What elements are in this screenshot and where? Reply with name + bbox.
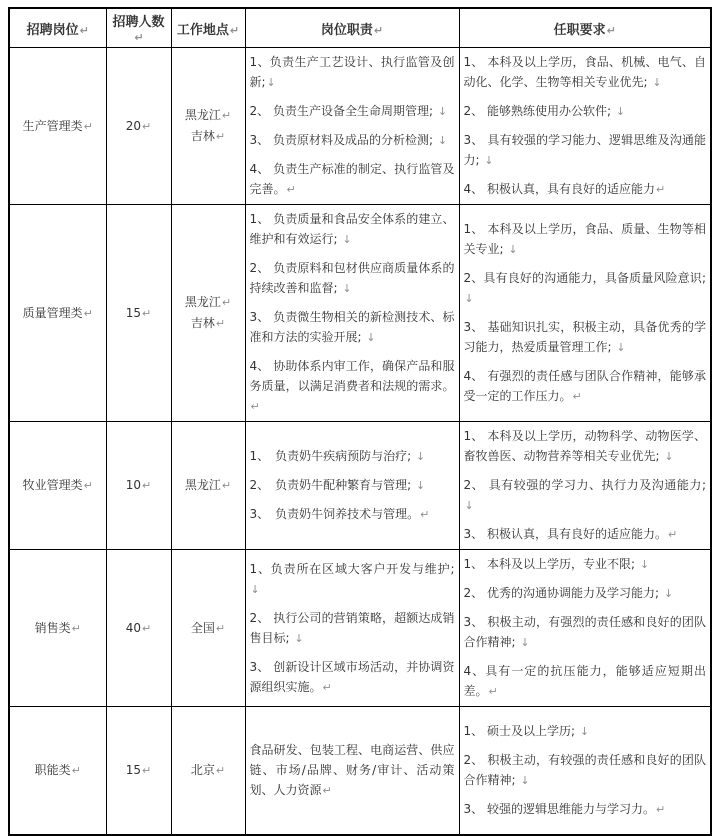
cell-location-text: 黑龙江 [184, 478, 221, 492]
table-row [9, 550, 711, 707]
paragraph-mark: ↵ [488, 685, 498, 698]
cell-position [9, 422, 106, 550]
paragraph-mark: ↵ [142, 621, 152, 635]
col-header-position [9, 8, 106, 48]
cell-position-text: 销售类 [34, 620, 71, 635]
cell-responsibilities-item [250, 209, 455, 250]
cell-location-text: 黑龙江 [184, 295, 221, 309]
cell-responsibilities-item-text: 1、 负责质量和食品安全体系的建立、维护和有效运行; [249, 212, 455, 246]
cell-requirements-item [464, 721, 707, 742]
cell-location-line [176, 292, 241, 313]
cell-responsibilities-item [250, 475, 455, 496]
line-break-mark: ↓ [663, 587, 674, 600]
cell-position-line [14, 475, 102, 496]
cell-requirements-item-text: 4、具有一定的抗压能力，能够适应短期出差。 [463, 664, 706, 698]
cell-count-text: 15 [125, 305, 142, 320]
line-break-mark: ↓ [616, 341, 626, 354]
cell-position [9, 205, 106, 422]
line-break-mark: ↓ [250, 582, 260, 596]
paragraph-mark: ↵ [215, 130, 226, 143]
cell-responsibilities-item-text: 2、 负责生产设备全生命周期管理; [249, 104, 437, 118]
cell-count [106, 550, 171, 707]
paragraph-mark: ↵ [215, 764, 226, 777]
paragraph-mark: ↵ [572, 390, 582, 403]
line-break-mark: ↓ [342, 233, 352, 246]
cell-requirements-item [464, 268, 707, 309]
table-row [9, 205, 711, 422]
cell-responsibilities-item [250, 52, 455, 93]
cell-location-line [176, 760, 241, 781]
cell-responsibilities-item-text: 1、 负责奶牛疾病预防与治疗; [249, 449, 415, 463]
cell-responsibilities [245, 205, 459, 422]
paragraph-mark: ↵ [250, 400, 260, 413]
paragraph-mark: ↵ [215, 621, 226, 635]
cell-location [171, 550, 245, 707]
cell-location-text: 吉林 [190, 316, 215, 330]
paragraph-mark: ↵ [322, 680, 332, 694]
cell-position-line [14, 116, 102, 137]
cell-requirements-item [464, 612, 707, 653]
line-break-mark: ↓ [416, 450, 426, 463]
cell-responsibilities [245, 422, 459, 550]
cell-requirements-item [464, 750, 707, 791]
paragraph-mark: ↵ [655, 803, 666, 816]
cell-position [9, 550, 106, 707]
cell-location [171, 707, 245, 836]
cell-position-text: 质量管理类 [22, 305, 83, 320]
cell-count [106, 707, 171, 836]
cell-responsibilities-item-text: 3、 负责奶牛饲养技术与管理。 [249, 507, 420, 521]
paragraph-mark: ↵ [322, 784, 332, 797]
cell-responsibilities-item [250, 559, 455, 600]
cell-count-text: 10 [125, 478, 142, 492]
paragraph-mark: ↵ [83, 306, 93, 320]
cell-requirements-item [464, 219, 707, 260]
recruitment-table [8, 7, 712, 836]
cell-responsibilities-item [250, 446, 455, 467]
cell-position [9, 48, 106, 205]
cell-count [106, 48, 171, 205]
table-row [9, 48, 711, 205]
cell-responsibilities-item-text: 1、负责所在区域大客户开发与维护; [249, 561, 455, 576]
cell-responsibilities [245, 48, 459, 205]
paragraph-mark: ↵ [221, 109, 232, 122]
cell-count-text: 15 [125, 763, 142, 777]
cell-requirements-item-text: 1、 本科及以上学历，食品、机械、电气、自动化、化学、生物等相关专业优先; [463, 55, 706, 89]
cell-requirements [459, 422, 711, 550]
line-break-mark: ↓ [579, 725, 590, 738]
cell-requirements-item [464, 799, 707, 820]
paragraph-mark: ↵ [142, 764, 152, 777]
cell-count-text: 40 [125, 620, 142, 635]
col-header-position-label: 招聘岗位 [26, 22, 79, 38]
col-header-count-label: 招聘人数 [112, 15, 165, 30]
cell-responsibilities-item-text: 食品研发、包装工程、电商运营、供应链、市场/品牌、财务/审计、活动策划、人力资源 [249, 743, 455, 797]
line-break-mark: ↓ [520, 774, 530, 787]
cell-requirements-item-text: 3、 具有较强的学习能力、逻辑思维及沟通能力; [463, 133, 706, 167]
paragraph-mark: ↵ [221, 479, 232, 492]
cell-responsibilities [245, 707, 459, 836]
cell-responsibilities-item-text: 3、 负责微生物相关的新检测技术、标准和方法的实验开展; [249, 310, 455, 344]
line-break-mark: ↓ [664, 450, 674, 463]
cell-position-line [14, 618, 102, 639]
line-break-mark: ↓ [437, 134, 448, 147]
paragraph-mark: ↵ [79, 23, 89, 37]
cell-requirements-item [464, 52, 707, 93]
cell-requirements-item-text: 2、 具有较强的学习力、执行力及沟通能力; [463, 478, 706, 492]
cell-location [171, 422, 245, 550]
paragraph-mark: ↵ [229, 23, 240, 37]
line-break-mark: ↓ [464, 292, 474, 305]
cell-responsibilities-item-text: 1、负责生产工艺设计、执行监管及创新; [249, 55, 455, 89]
cell-responsibilities-item [250, 101, 455, 122]
cell-count-line [111, 618, 167, 639]
col-header-responsibilities-label: 岗位职责 [320, 22, 373, 38]
cell-requirements [459, 550, 711, 707]
cell-location-line [176, 313, 241, 334]
cell-requirements-item-text: 1、 本科及以上学历，专业不限; [463, 557, 639, 571]
cell-responsibilities-item [250, 657, 455, 698]
line-break-mark: ↓ [652, 76, 662, 89]
line-break-mark: ↓ [437, 105, 448, 118]
cell-responsibilities-item-text: 2、 执行公司的营销策略，超额达成销售目标; [249, 610, 455, 645]
cell-requirements-item-text: 3、 基础知识扎实，积极主动，具备优秀的学习能力，热爱质量管理工作; [463, 320, 706, 354]
cell-requirements-item-text: 3、 积极认真，具有良好的适应能力。 [463, 527, 667, 541]
cell-responsibilities-item [250, 356, 455, 417]
cell-count [106, 205, 171, 422]
cell-responsibilities-item [250, 258, 455, 299]
cell-requirements-item [464, 366, 707, 407]
cell-requirements [459, 205, 711, 422]
cell-count-text: 20 [125, 118, 142, 133]
col-header-responsibilities [245, 8, 459, 48]
col-header-location [171, 8, 245, 48]
paragraph-mark: ↵ [420, 508, 430, 521]
paragraph-mark: ↵ [134, 31, 144, 44]
cell-requirements-item-text: 2、 优秀的沟通协调能力及学习能力; [463, 586, 663, 600]
cell-responsibilities-item [250, 130, 455, 151]
cell-position-text: 牧业管理类 [22, 478, 83, 492]
cell-responsibilities-item-text: 2、 负责奶牛配种繁育与管理; [249, 478, 415, 492]
col-header-requirements [459, 8, 711, 48]
col-header-requirements-label: 任职要求 [553, 22, 606, 38]
cell-requirements-item-text: 1、 本科及以上学历，动物科学、动物医学、畜牧兽医、动物营养等相关专业优先; [463, 429, 706, 463]
line-break-mark: ↓ [294, 631, 304, 645]
cell-count-line [111, 303, 167, 324]
paragraph-mark: ↵ [142, 119, 152, 133]
table-row [9, 422, 711, 550]
cell-location-line [176, 475, 241, 496]
cell-requirements [459, 707, 711, 836]
cell-requirements-item [464, 524, 707, 545]
table-row [9, 707, 711, 836]
cell-requirements-item-text: 1、 硕士及以上学历; [463, 724, 579, 738]
cell-requirements-item [464, 554, 707, 575]
cell-requirements-item-text: 3、 积极主动，有强烈的责任感和良好的团队合作精神; [463, 615, 706, 649]
cell-location-line [176, 105, 241, 126]
cell-requirements-item [464, 661, 707, 702]
cell-requirements-item-text: 2、 积极主动，有较强的责任感和良好的团队合作精神; [463, 753, 706, 787]
line-break-mark: ↓ [342, 282, 352, 295]
paragraph-mark: ↵ [142, 479, 152, 492]
line-break-mark: ↓ [416, 479, 426, 492]
cell-requirements-item [464, 179, 707, 200]
header-row [9, 8, 711, 48]
col-header-location-label: 工作地点 [176, 22, 229, 38]
line-break-mark: ↓ [615, 105, 626, 118]
cell-requirements-item-text: 4、 积极认真，具有良好的适应能力 [463, 182, 655, 196]
cell-position-text: 生产管理类 [22, 118, 83, 133]
cell-location-line [176, 126, 241, 147]
cell-requirements-item-text: 2、具有良好的沟通能力，具备质量风险意识; [463, 271, 706, 285]
cell-responsibilities-item [250, 504, 455, 525]
cell-requirements-item [464, 101, 707, 122]
cell-location-text: 黑龙江 [184, 108, 221, 122]
paragraph-mark: ↵ [71, 621, 81, 635]
cell-requirements-item-text: 1、 本科及以上学历，食品、质量、生物等相关专业; [463, 222, 706, 256]
cell-location [171, 48, 245, 205]
paragraph-mark: ↵ [215, 317, 226, 330]
cell-count-line [111, 760, 167, 781]
line-break-mark: ↓ [520, 636, 530, 649]
cell-count-line [111, 475, 167, 496]
paragraph-mark: ↵ [142, 306, 152, 320]
cell-responsibilities-item-text: 3、 负责原材料及成品的分析检测; [249, 133, 437, 147]
line-break-mark: ↓ [484, 154, 494, 167]
cell-responsibilities-item-text: 3、 创新设计区域市场活动，并协调资源组织实施。 [249, 659, 455, 694]
cell-position-line [14, 760, 102, 781]
cell-location-text: 北京 [190, 763, 215, 777]
cell-position-line [14, 303, 102, 324]
paragraph-mark: ↵ [667, 528, 678, 541]
cell-responsibilities [245, 550, 459, 707]
cell-requirements-item [464, 583, 707, 604]
cell-count [106, 422, 171, 550]
cell-location-text: 全国 [190, 620, 215, 635]
paragraph-mark: ↵ [83, 119, 93, 133]
cell-position-text: 职能类 [34, 763, 71, 777]
paragraph-mark: ↵ [83, 479, 93, 492]
line-break-mark: ↓ [464, 499, 474, 512]
paragraph-mark: ↵ [221, 296, 232, 309]
cell-responsibilities-item [250, 740, 455, 801]
cell-responsibilities-item [250, 608, 455, 649]
line-break-mark: ↓ [508, 243, 518, 256]
paragraph-mark: ↵ [286, 183, 296, 196]
cell-position [9, 707, 106, 836]
cell-location-text: 吉林 [190, 129, 215, 143]
cell-location [171, 205, 245, 422]
cell-location-line [176, 618, 241, 639]
cell-requirements-item-text: 3、 较强的逻辑思维能力与学习力。 [463, 802, 655, 816]
cell-responsibilities-item [250, 307, 455, 348]
cell-responsibilities-item-text: 2、 负责原料和包材供应商质量体系的持续改善和监督; [249, 261, 455, 295]
paragraph-mark: ↵ [373, 23, 384, 37]
cell-responsibilities-item-text: 4、 协助体系内审工作，确保产品和服务质量，以满足消费者和法规的需求。 [249, 359, 455, 393]
cell-requirements-item-text: 4、 有强烈的责任感与团队合作精神，能够承受一定的工作压力。 [463, 369, 706, 403]
col-header-count [106, 8, 171, 48]
cell-requirements-item [464, 475, 707, 516]
cell-responsibilities-item [250, 159, 455, 200]
paragraph-mark: ↵ [655, 183, 666, 196]
cell-requirements-item [464, 426, 707, 467]
cell-requirements-item [464, 317, 707, 358]
cell-responsibilities-item-text: 4、 负责生产标准的制定、执行监管及完善。 [249, 162, 455, 196]
line-break-mark: ↓ [366, 331, 376, 344]
cell-requirements-item-text: 2、 能够熟练使用办公软件; [463, 104, 615, 118]
line-break-mark: ↓ [639, 558, 650, 571]
cell-count-line [111, 116, 167, 137]
paragraph-mark: ↵ [71, 764, 81, 777]
paragraph-mark: ↵ [606, 23, 616, 37]
table-body [9, 48, 711, 836]
line-break-mark: ↓ [266, 76, 276, 89]
cell-requirements [459, 48, 711, 205]
cell-requirements-item [464, 130, 707, 171]
